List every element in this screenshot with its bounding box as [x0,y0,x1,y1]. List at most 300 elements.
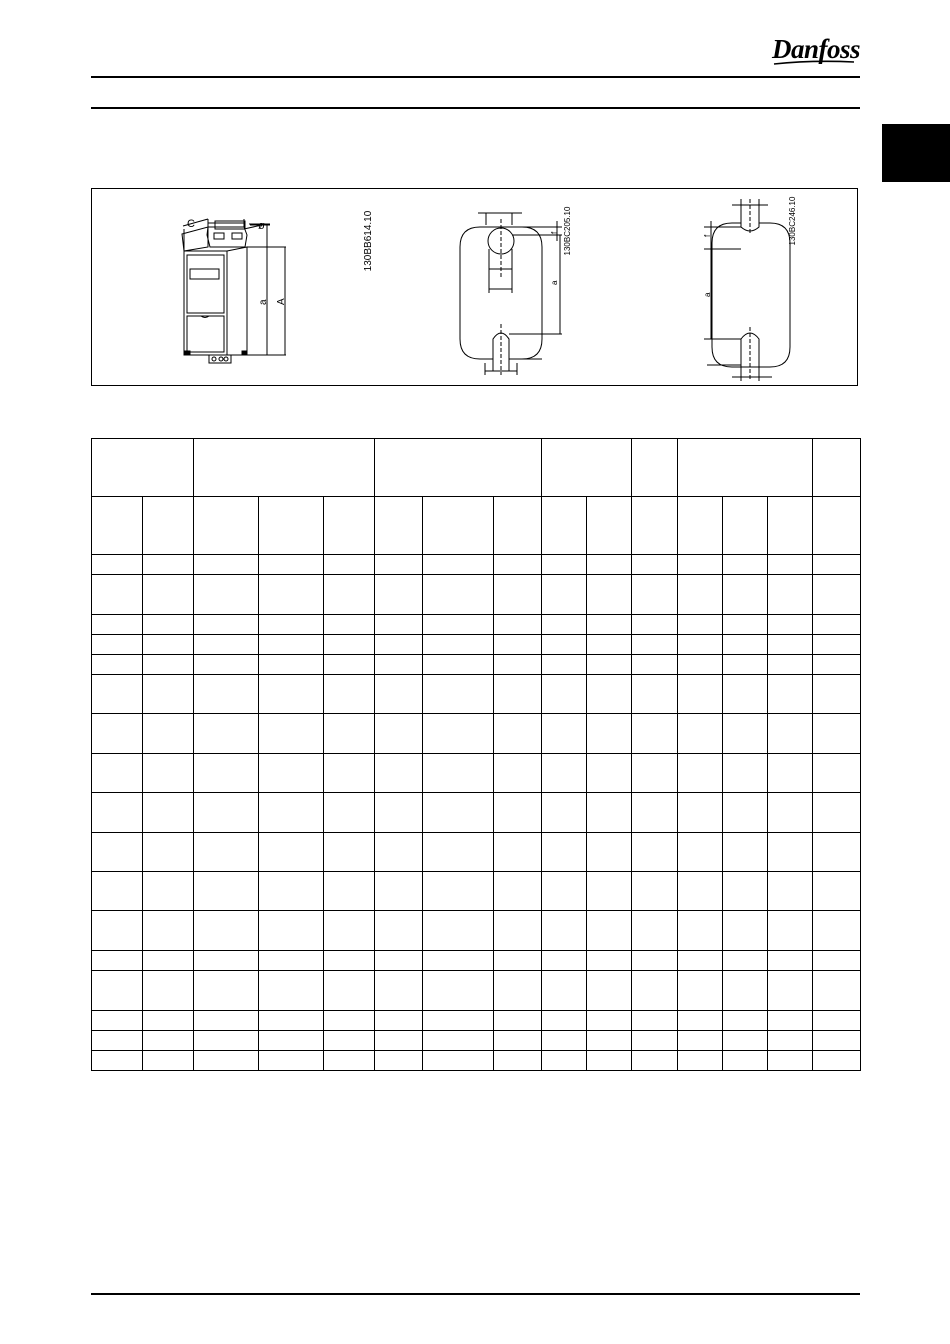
logo-swoosh [772,60,856,66]
table-cell [92,833,143,872]
table-cell [723,655,768,675]
table-cell [92,911,143,951]
table-cell [143,1011,194,1031]
table-row [92,793,861,833]
table-cell [768,971,813,1011]
table-cell [259,951,324,971]
table-cell [259,635,324,655]
table-cell [92,675,143,714]
table-cell [423,1011,494,1031]
table-cell [259,911,324,951]
table-cell [375,655,423,675]
table-cell [723,754,768,793]
table-row [92,555,861,575]
table-cell [768,833,813,872]
table-cell [143,833,194,872]
table-cell [723,971,768,1011]
slotted-a-label: a [703,292,712,297]
table-cell [813,833,861,872]
drive-figure-code: 130BB614.10 [363,210,374,272]
table-cell [542,575,587,615]
table-cell [678,655,723,675]
table-cell [723,793,768,833]
table-cell [375,615,423,635]
table-cell [768,911,813,951]
table-cell [542,635,587,655]
table-cell [768,1051,813,1071]
table-cell [678,1011,723,1031]
header-cell [768,497,813,555]
table-cell [678,555,723,575]
table-cell [632,911,678,951]
table-row [92,1031,861,1051]
table-cell [542,911,587,951]
table-cell [813,615,861,635]
table-cell [723,1031,768,1051]
header-cell [723,497,768,555]
table-cell [423,971,494,1011]
table-cell [587,872,632,911]
table-cell [143,971,194,1011]
table-cell [632,1051,678,1071]
table-row [92,714,861,754]
table-cell [494,833,542,872]
table-cell [632,1011,678,1031]
table-cell [324,1011,375,1031]
mounting-figure-box [91,188,858,386]
table-cell [375,833,423,872]
chapter-tab [882,124,950,182]
table-cell [587,714,632,754]
table-row [92,951,861,971]
table-body [92,555,861,1071]
header-cell [678,439,813,497]
table-cell [324,911,375,951]
table-cell [587,911,632,951]
table-cell [494,1031,542,1051]
table-cell [324,555,375,575]
table-cell [92,1011,143,1031]
table-row [92,655,861,675]
table-cell [632,833,678,872]
header-cell [423,497,494,555]
table-cell [324,833,375,872]
table-cell [768,555,813,575]
table-cell [194,1031,259,1051]
table-cell [259,833,324,872]
table-cell [194,754,259,793]
header-cell [632,497,678,555]
table-cell [194,675,259,714]
table-cell [587,1031,632,1051]
table-cell [723,635,768,655]
table-cell [375,754,423,793]
table-cell [813,555,861,575]
table-row [92,575,861,615]
header-cell [92,439,194,497]
table-cell [423,754,494,793]
table-cell [375,971,423,1011]
table-header-row-group [92,439,861,497]
table-cell [632,615,678,635]
table-cell [632,635,678,655]
table-cell [587,971,632,1011]
table-cell [324,655,375,675]
table-row [92,635,861,655]
table-cell [587,675,632,714]
table-cell [324,754,375,793]
hole-distance-label: a [258,299,269,305]
table-cell [587,575,632,615]
header-cell [542,497,587,555]
dimensions-table [91,438,861,1071]
keyhole-f-label: f [550,231,559,234]
table-cell [194,911,259,951]
table-cell [143,1031,194,1051]
header-rule-bottom [91,107,860,109]
table-cell [632,655,678,675]
table-cell [723,951,768,971]
table-cell [723,833,768,872]
table-cell [92,951,143,971]
header-cell [375,439,542,497]
table-row [92,833,861,872]
table-cell [259,714,324,754]
table-cell [423,675,494,714]
table-cell [542,754,587,793]
table-cell [324,714,375,754]
table-cell [143,1051,194,1071]
table-cell [768,655,813,675]
header-cell [194,439,375,497]
table-cell [259,754,324,793]
table-cell [587,615,632,635]
table-cell [194,615,259,635]
table-cell [259,793,324,833]
table-cell [494,575,542,615]
table-cell [375,675,423,714]
table-cell [542,1011,587,1031]
table-cell [587,793,632,833]
table-cell [768,714,813,754]
table-cell [542,1051,587,1071]
table-cell [587,1051,632,1071]
table-cell [92,714,143,754]
table-cell [324,575,375,615]
table-cell [324,675,375,714]
table-cell [375,1011,423,1031]
table-cell [542,1031,587,1051]
table-cell [194,793,259,833]
drive-illustration [182,219,286,363]
table-cell [678,872,723,911]
table-cell [494,872,542,911]
table-cell [423,951,494,971]
height-label: A [276,298,287,305]
table-cell [423,655,494,675]
header-cell [813,497,861,555]
table-cell [423,872,494,911]
table-cell [813,951,861,971]
table-cell [723,714,768,754]
table-cell [423,793,494,833]
table-cell [587,635,632,655]
table-cell [542,971,587,1011]
table-cell [542,793,587,833]
table-cell [813,971,861,1011]
danfoss-logo [766,34,862,70]
table-cell [194,872,259,911]
table-row [92,971,861,1011]
table-cell [494,971,542,1011]
table-cell [143,951,194,971]
header-cell [587,497,632,555]
table-cell [723,675,768,714]
table-cell [494,1051,542,1071]
table-row [92,872,861,911]
table-cell [194,714,259,754]
table-cell [813,911,861,951]
table-cell [678,615,723,635]
table-cell [375,1031,423,1051]
table-cell [92,655,143,675]
table-cell [542,872,587,911]
table-cell [587,754,632,793]
table-cell [259,971,324,1011]
table-cell [143,615,194,635]
table-cell [494,615,542,635]
table-cell [423,833,494,872]
table-cell [143,635,194,655]
table-cell [143,655,194,675]
table-row [92,911,861,951]
table-cell [92,575,143,615]
table-cell [324,615,375,635]
table-cell [678,793,723,833]
table-cell [632,714,678,754]
table-cell [678,754,723,793]
table-cell [375,1051,423,1071]
table-cell [632,575,678,615]
header-cell [259,497,324,555]
table-row [92,754,861,793]
table-cell [587,655,632,675]
table-cell [494,675,542,714]
table-cell [324,951,375,971]
header-cell [632,439,678,497]
table-cell [678,1031,723,1051]
table-cell [768,1031,813,1051]
table-cell [92,555,143,575]
table-cell [632,971,678,1011]
table-cell [259,615,324,635]
table-cell [723,872,768,911]
table-cell [423,615,494,635]
header-cell [813,439,861,497]
table-cell [723,1011,768,1031]
table-cell [723,1051,768,1071]
table-cell [723,575,768,615]
table-cell [678,971,723,1011]
table-row [92,675,861,714]
table-cell [768,635,813,655]
table-cell [375,635,423,655]
table-cell [259,1051,324,1071]
table-cell [678,635,723,655]
table-cell [632,754,678,793]
table-cell [542,555,587,575]
table-cell [143,675,194,714]
header-cell [494,497,542,555]
table-cell [494,951,542,971]
table-cell [768,1011,813,1031]
keyhole-figure-code: 130BC205.10 [563,206,572,256]
depth-label: C [187,218,195,230]
table-cell [375,555,423,575]
table-cell [92,793,143,833]
table-cell [813,714,861,754]
table-cell [375,793,423,833]
table-cell [494,1011,542,1031]
diameter-label: ø [258,220,265,232]
header-cell [324,497,375,555]
table-cell [324,1031,375,1051]
table-cell [494,911,542,951]
table-cell [542,655,587,675]
table-cell [423,911,494,951]
table-cell [678,1051,723,1071]
table-cell [143,555,194,575]
footer-rule [91,1293,860,1295]
table-cell [813,1011,861,1031]
table-cell [423,714,494,754]
table-cell [143,754,194,793]
table-cell [542,833,587,872]
table-cell [632,1031,678,1051]
table-cell [92,1031,143,1051]
table-cell [259,1011,324,1031]
table-cell [813,635,861,655]
table-header-row-sub [92,497,861,555]
table-cell [813,1031,861,1051]
table-cell [542,675,587,714]
table-cell [324,635,375,655]
table-row [92,1051,861,1071]
table-cell [768,575,813,615]
table-cell [259,555,324,575]
table-cell [494,754,542,793]
header-cell [92,497,143,555]
table-cell [723,615,768,635]
table-cell [423,635,494,655]
header-cell [194,497,259,555]
table-cell [92,971,143,1011]
slotted-hole-illustration [704,199,790,381]
header-cell [375,497,423,555]
table-cell [375,951,423,971]
header-cell [542,439,632,497]
table-cell [375,911,423,951]
table-cell [813,793,861,833]
table-cell [194,971,259,1011]
table-cell [92,1051,143,1071]
table-cell [632,872,678,911]
table-cell [542,714,587,754]
table-cell [723,911,768,951]
table-cell [768,793,813,833]
slotted-figure-code: 130BC246.10 [788,196,797,246]
table-cell [259,575,324,615]
table-cell [678,911,723,951]
table-cell [494,714,542,754]
table-cell [542,615,587,635]
table-cell [542,951,587,971]
table-cell [324,793,375,833]
table-cell [587,1011,632,1031]
table-cell [768,615,813,635]
table-cell [768,754,813,793]
table-cell [768,951,813,971]
table-cell [194,655,259,675]
table-cell [813,575,861,615]
keyhole-slot-illustration [460,213,562,375]
table-cell [92,872,143,911]
table-cell [259,675,324,714]
table-cell [678,714,723,754]
table-cell [813,675,861,714]
table-cell [494,555,542,575]
table-cell [194,833,259,872]
table-cell [324,1051,375,1071]
table-cell [143,911,194,951]
header-cell [678,497,723,555]
table-cell [813,754,861,793]
header-rule-top [91,76,860,78]
table-cell [194,1051,259,1071]
table-cell [143,793,194,833]
table-cell [259,1031,324,1051]
table-cell [632,555,678,575]
table-cell [813,872,861,911]
table-cell [92,754,143,793]
table-cell [813,655,861,675]
table-cell [768,872,813,911]
table-cell [632,793,678,833]
table-cell [678,675,723,714]
table-cell [423,1051,494,1071]
table-cell [587,951,632,971]
table-cell [194,1011,259,1031]
table-cell [813,1051,861,1071]
table-cell [375,575,423,615]
table-cell [768,675,813,714]
table-row [92,615,861,635]
table-cell [632,951,678,971]
keyhole-a-label: a [550,280,559,285]
slotted-f-label: f [703,234,712,237]
table-cell [194,951,259,971]
table-cell [143,575,194,615]
table-cell [494,655,542,675]
table-cell [494,793,542,833]
table-row [92,1011,861,1031]
table-cell [423,1031,494,1051]
table-cell [92,635,143,655]
table-cell [324,971,375,1011]
table-cell [587,555,632,575]
table-cell [92,615,143,635]
table-cell [587,833,632,872]
